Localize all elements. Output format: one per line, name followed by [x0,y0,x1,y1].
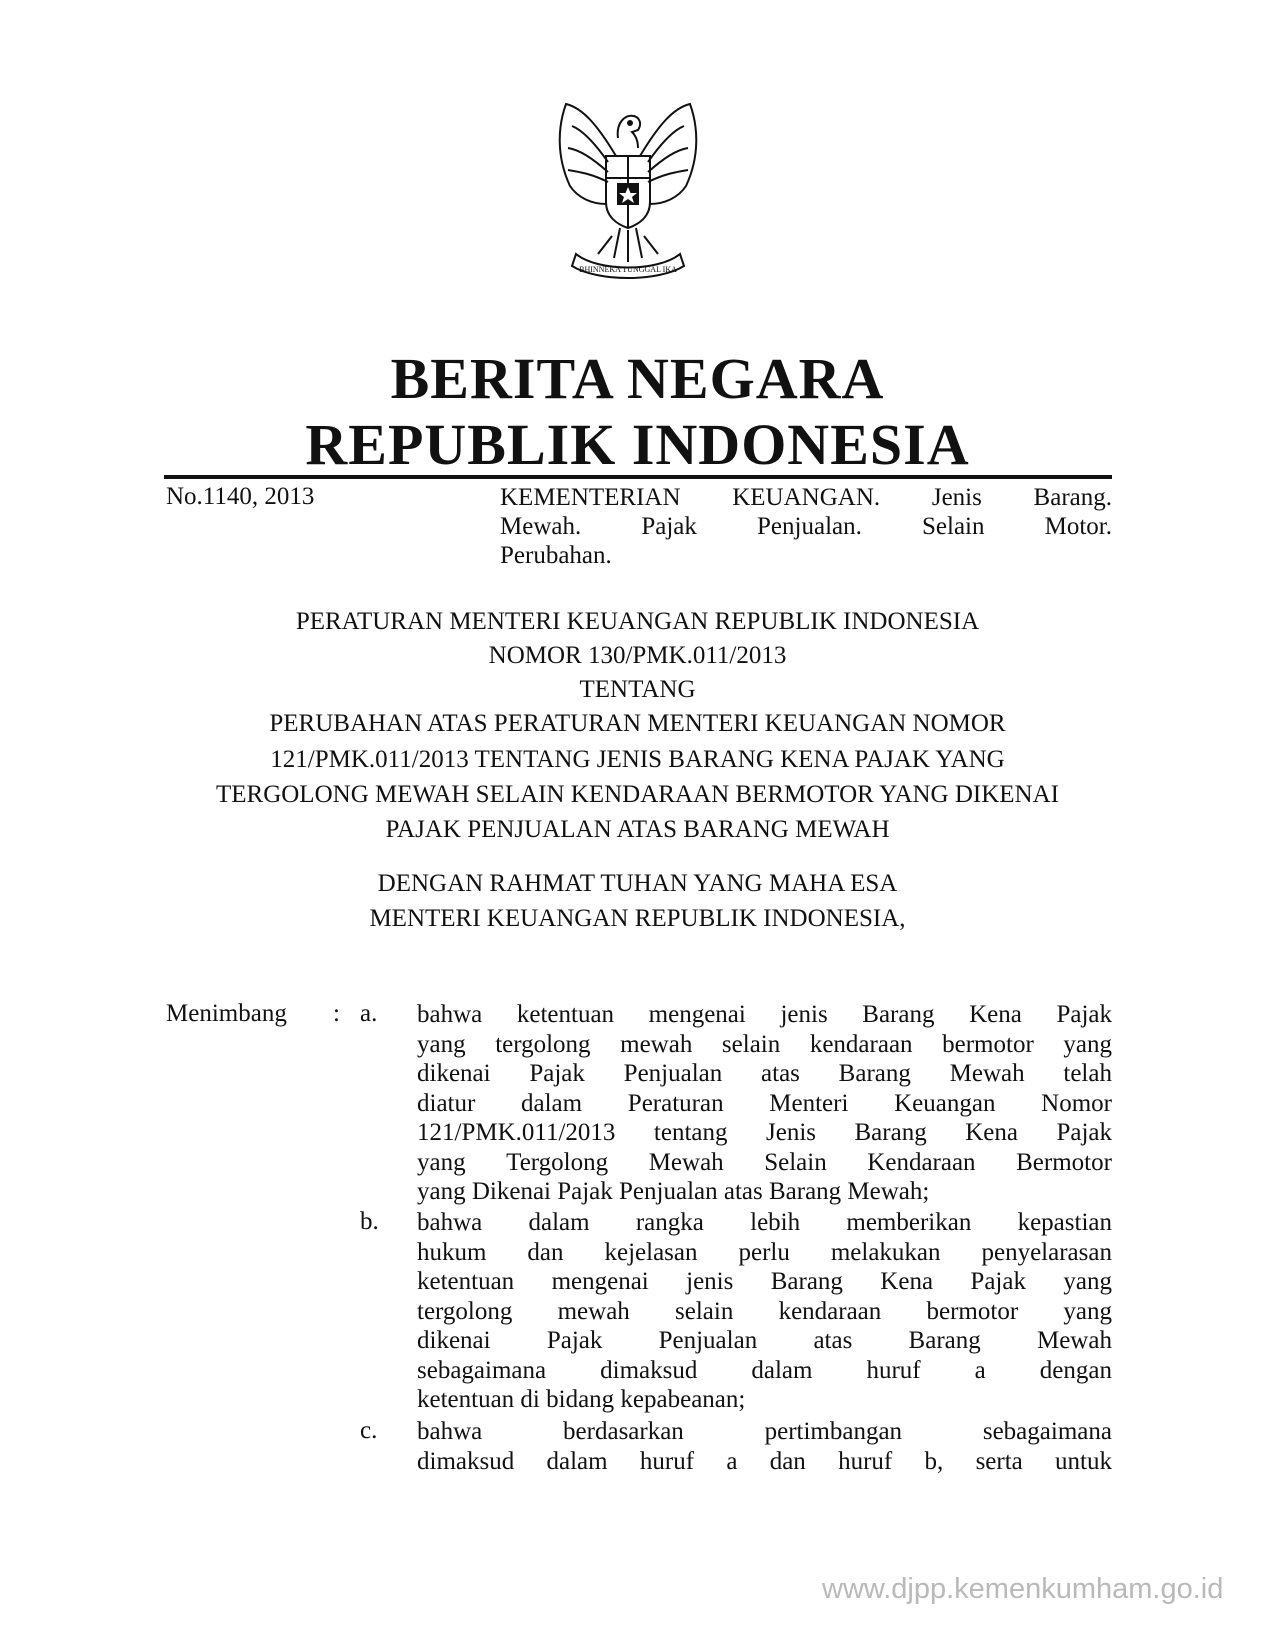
text-line: dikenai Pajak Penjualan atas Barang Mewah telah [417,1060,1112,1087]
title-line: TERGOLONG MEWAH SELAIN KENDARAAN BERMOTOR YANG DIKENAI [215,781,1059,808]
text-line: sebagaimana dimaksud dalam huruf a dengan [417,1356,1112,1384]
text-line: 121/PMK.011/2013 tentang Jenis Barang Kena Pajak [417,1119,1112,1146]
title-line: NOMOR 130/PMK.011/2013 [488,642,787,669]
text-line: hukum dan kejelasan perlu melakukan penyelarasan [417,1238,1112,1266]
text-line: ketentuan di bidang kepabeanan; [417,1386,746,1413]
title-line: PAJAK PENJUALAN ATAS BARANG MEWAH [385,816,890,843]
item-letter: a. [360,1000,378,1027]
text-line: yang Dikenai Pajak Penjualan atas Barang Mewah; [417,1178,930,1205]
item-letter: b. [360,1208,379,1235]
text-line: yang tergolong mewah selain kendaraan bermotor yang [417,1030,1112,1058]
preamble-line: MENTERI KEUANGAN REPUBLIK INDONESIA, [369,905,906,932]
title-line: TENTANG [579,676,696,703]
gazette-subject [500,483,1112,570]
garuda-emblem-icon [528,86,728,286]
text-line: bahwa dalam rangka lebih memberikan kepastian [417,1209,1112,1236]
considering-item-b [417,1208,1112,1415]
text-line: yang Tergolong Mewah Selain Kendaraan Bermotor [417,1148,1112,1176]
title-line: PERUBAHAN ATAS PERATURAN MENTERI KEUANGAN NOMOR [269,710,1006,737]
masthead-title: BERITA NEGARA [390,346,885,411]
considering-colon: : [333,1000,340,1027]
considering-item-c [417,1417,1112,1476]
text-line: bahwa berdasarkan pertimbangan sebagaimana [417,1418,1112,1445]
gazette-number: No.1140, 2013 [166,483,315,510]
text-line: diatur dalam Peraturan Menteri Keuangan Nomor [417,1089,1112,1117]
title-line: 121/PMK.011/2013 TENTANG JENIS BARANG KENA PAJAK YANG [270,746,1005,773]
masthead-subtitle: REPUBLIK INDONESIA [305,412,970,477]
watermark-url: www.djpp.kemenkumham.go.id [822,1573,1224,1605]
preamble-line: DENGAN RAHMAT TUHAN YANG MAHA ESA [377,870,898,897]
title-line: PERATURAN MENTERI KEUANGAN REPUBLIK INDONESIA [295,608,980,635]
text-line: tergolong mewah selain kendaraan bermotor yang [417,1297,1112,1325]
subject-line: KEMENTERIAN KEUANGAN. Jenis Barang. [500,484,1112,511]
subject-line: Mewah. Pajak Penjualan. Selain Motor. [500,513,1112,540]
text-line: bahwa ketentuan mengenai jenis Barang Kena Pajak [417,1001,1112,1028]
considering-label: Menimbang [166,1000,287,1027]
subject-line: Perubahan. [500,542,612,569]
text-line: dikenai Pajak Penjualan atas Barang Mewah [417,1327,1112,1354]
text-line: ketentuan mengenai jenis Barang Kena Pajak yang [417,1268,1112,1295]
considering-item-a [417,1000,1112,1207]
emblem-motto: BHINNEKA TUNGGAL IKA [579,265,677,274]
text-line: dimaksud dalam huruf a dan huruf b, serta untuk [417,1447,1112,1475]
item-letter: c. [360,1417,378,1444]
masthead-divider [164,475,1112,479]
